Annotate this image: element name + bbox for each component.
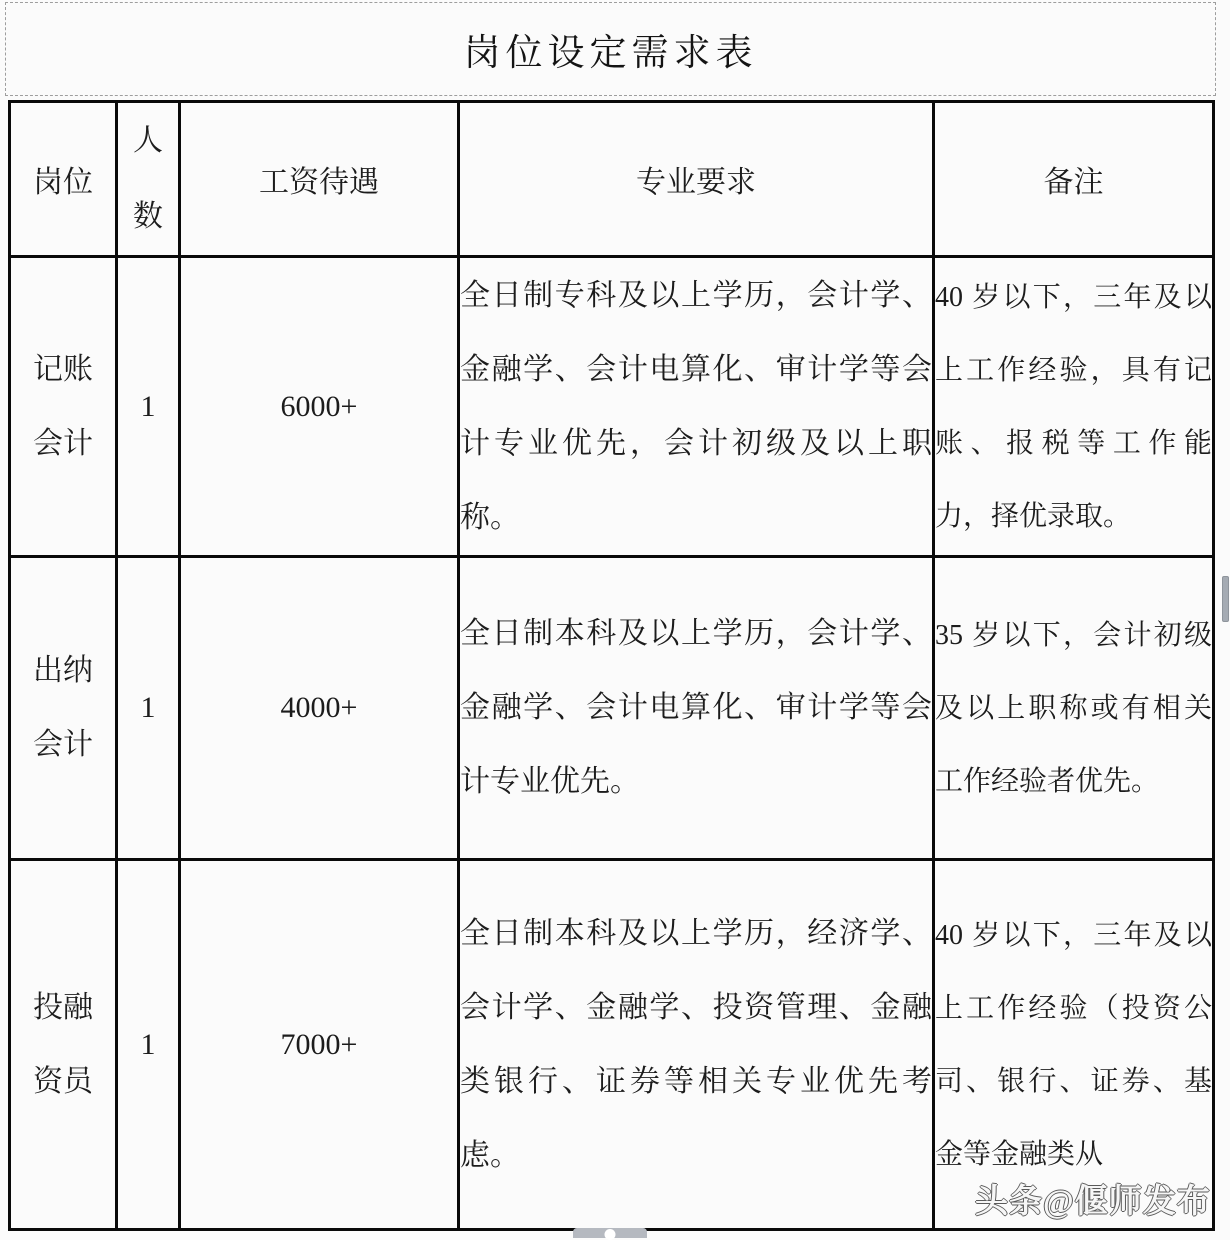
drag-handle[interactable] [573,1228,647,1238]
page-title: 岗位设定需求表 [463,33,758,74]
cell-position-3: 投融资员 [10,860,117,1230]
cell-salary-1: 6000+ [180,257,459,557]
header-position [10,102,117,257]
drag-handle-dot-icon [605,1229,616,1240]
table-row-investment-officer [10,860,1214,1230]
scrollbar-thumb[interactable] [1222,576,1229,622]
header-salary-label: 工资待遇 [259,166,379,199]
cell-requirements-3: 全日制本科及以上学历，经济学、会计学、金融学、投资管理、金融类银行、证券等相关专业优先考虑。 [459,860,934,1230]
job-requirements-table [8,100,1215,1231]
header-requirements-label: 专业要求 [636,166,756,199]
header-remarks-label: 备注 [1043,166,1104,199]
header-requirements [459,102,934,257]
table-row-cashier-accountant [10,557,1214,860]
header-headcount-label: 人数 [133,124,163,233]
header-headcount [117,102,180,257]
cell-position-2: 出纳会计 [10,557,117,860]
cell-remarks-2: 35 岁以下，会计初级及以上职称或有相关工作经验者优先。 [934,557,1214,860]
table-row-bookkeeping-accountant [10,257,1214,557]
cell-position-1: 记账会计 [10,257,117,557]
cell-headcount-3: 1 [117,860,180,1230]
table-header-row [10,102,1214,257]
watermark: 头条@偃师发布 [975,1184,1211,1220]
cell-headcount-2: 1 [117,557,180,860]
header-position-label: 岗位 [33,166,93,199]
cell-remarks-1: 40 岁以下，三年及以上工作经验，具有记账、报税等工作能力，择优录取。 [934,257,1214,557]
cell-salary-2: 4000+ [180,557,459,860]
cell-salary-3: 7000+ [180,860,459,1230]
title-dashed-box [5,2,1216,96]
header-remarks [934,102,1214,257]
cell-remarks-3: 40 岁以下，三年及以上工作经验（投资公司、银行、证券、基金等金融类从 [934,860,1214,1230]
cell-requirements-2: 全日制本科及以上学历，会计学、金融学、会计电算化、审计学等会计专业优先。 [459,557,934,860]
cell-headcount-1: 1 [117,257,180,557]
header-salary [180,102,459,257]
cell-requirements-1: 全日制专科及以上学历，会计学、金融学、会计电算化、审计学等会计专业优先，会计初级及以上职称。 [459,257,934,557]
